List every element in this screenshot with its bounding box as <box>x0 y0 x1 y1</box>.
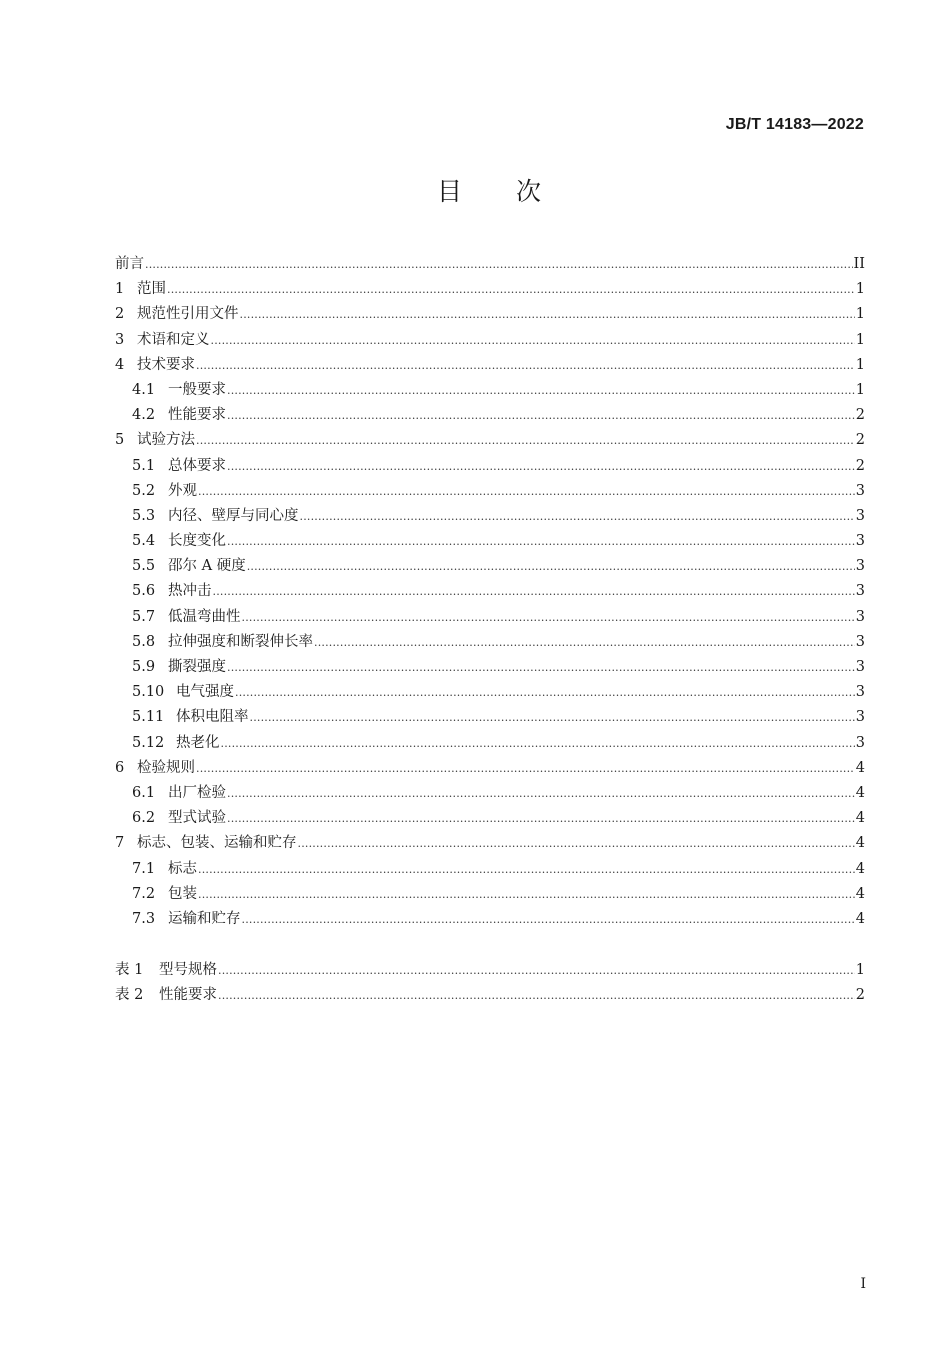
entry-title: 拉伸强度和断裂伸长率 <box>168 633 313 650</box>
entry-page-number: 4 <box>855 784 865 801</box>
dot-leader <box>213 585 855 598</box>
entry-title: 邵尔 A 硬度 <box>168 558 246 575</box>
toc-entry[interactable] <box>115 831 865 856</box>
entry-page-number: 1 <box>855 306 865 323</box>
toc-entry[interactable] <box>115 302 865 327</box>
dot-leader <box>242 611 855 624</box>
entry-title: 型式试验 <box>168 810 226 827</box>
entry-title: 标志 <box>168 860 197 877</box>
title-part-2: 次 <box>516 177 544 206</box>
entry-page-number: 3 <box>855 659 865 675</box>
entry-number: 5.8 <box>132 633 156 650</box>
entry-page-number: 2 <box>855 987 865 1004</box>
entry-number: 5.2 <box>132 482 156 499</box>
toc-entry[interactable] <box>115 655 865 680</box>
entry-page-number: 3 <box>855 608 865 625</box>
dot-leader <box>227 460 855 473</box>
table-of-contents <box>115 252 865 932</box>
standard-code: JB/T 14183—2022 <box>725 116 864 133</box>
entry-page-number: 4 <box>855 860 865 877</box>
dot-leader <box>196 359 855 372</box>
entry-page-number: 2 <box>855 407 865 424</box>
entry-number: 5.10 <box>132 684 165 701</box>
entry-page-number: 1 <box>855 331 865 348</box>
entry-title: 体积电阻率 <box>176 709 249 726</box>
entry-title: 总体要求 <box>168 457 226 474</box>
entry-number: 6.1 <box>132 784 156 801</box>
page-title <box>0 172 950 208</box>
entry-page-number: 4 <box>855 759 865 776</box>
dot-leader <box>314 636 855 649</box>
entry-page-number: 3 <box>855 533 865 550</box>
toc-entry[interactable] <box>115 605 865 630</box>
dot-leader <box>240 308 855 321</box>
entry-title: 范围 <box>137 281 166 298</box>
dot-leader <box>198 863 855 876</box>
entry-page-number: 4 <box>855 835 865 852</box>
entry-page-number: 3 <box>855 482 865 499</box>
toc-entry[interactable] <box>115 428 865 453</box>
list-of-tables <box>115 958 865 1008</box>
toc-entry[interactable] <box>115 479 865 504</box>
entry-title: 包装 <box>168 885 197 902</box>
title-part-1: 目 <box>436 177 464 206</box>
entry-page-number: 1 <box>855 281 865 298</box>
page-number: I <box>860 1276 866 1292</box>
entry-number: 3 <box>115 331 125 348</box>
toc-entry[interactable] <box>115 454 865 479</box>
entry-page-number: 3 <box>855 709 865 726</box>
dot-leader <box>167 283 855 296</box>
entry-number: 2 <box>115 306 125 323</box>
toc-entry[interactable] <box>115 277 865 302</box>
entry-number: 7.1 <box>132 860 156 877</box>
dot-leader <box>242 913 855 926</box>
dot-leader <box>227 661 855 674</box>
entry-page-number: 4 <box>855 910 865 927</box>
entry-title: 前言 <box>115 256 144 272</box>
dot-leader <box>247 560 855 573</box>
toc-entry[interactable] <box>115 504 865 529</box>
toc-entry[interactable] <box>115 857 865 882</box>
entry-title: 低温弯曲性 <box>168 608 241 625</box>
entry-number: 5.9 <box>132 659 156 675</box>
dot-leader <box>227 384 855 397</box>
entry-number: 7.2 <box>132 885 156 902</box>
toc-entry[interactable] <box>115 353 865 378</box>
entry-page-number: 1 <box>855 356 865 373</box>
dot-leader <box>227 409 855 422</box>
entry-page-number: 3 <box>855 507 865 524</box>
dot-leader <box>227 812 855 825</box>
entry-title: 出厂检验 <box>168 784 226 801</box>
dot-leader <box>196 434 855 447</box>
entry-number: 5.5 <box>132 558 156 575</box>
entry-number: 5.3 <box>132 507 156 524</box>
entry-page-number: 4 <box>855 810 865 827</box>
entry-title: 电气强度 <box>176 684 234 701</box>
dot-leader <box>145 258 853 271</box>
toc-entry[interactable] <box>115 705 865 730</box>
toc-entry[interactable] <box>115 579 865 604</box>
toc-entry[interactable] <box>115 378 865 403</box>
entry-number: 5.11 <box>132 709 165 726</box>
entry-number: 5.1 <box>132 457 156 474</box>
entry-number: 6 <box>115 759 125 776</box>
dot-leader <box>198 888 855 901</box>
toc-entry[interactable] <box>115 806 865 831</box>
entry-title: 一般要求 <box>168 381 226 398</box>
toc-entry[interactable] <box>115 907 865 932</box>
entry-number: 4.1 <box>132 381 156 398</box>
entry-number: 5.6 <box>132 583 156 600</box>
dot-leader <box>218 989 855 1002</box>
entry-title: 长度变化 <box>168 533 226 550</box>
toc-entry[interactable] <box>115 756 865 781</box>
table-list-entry[interactable] <box>115 958 865 983</box>
toc-entry[interactable] <box>115 554 865 579</box>
entry-number: 表 1 <box>115 962 144 978</box>
dot-leader <box>227 787 855 800</box>
entry-title: 运输和贮存 <box>168 910 241 927</box>
entry-number: 4.2 <box>132 407 156 424</box>
entry-title: 性能要求 <box>168 407 226 424</box>
toc-entry[interactable] <box>115 630 865 655</box>
toc-entry[interactable] <box>115 252 865 277</box>
entry-number: 4 <box>115 356 125 373</box>
entry-number: 5.7 <box>132 608 156 625</box>
entry-page-number: 3 <box>855 633 865 650</box>
entry-page-number: 2 <box>855 457 865 474</box>
entry-number: 5.4 <box>132 533 156 550</box>
entry-title: 撕裂强度 <box>168 659 226 675</box>
dot-leader <box>235 686 855 699</box>
entry-title: 型号规格 <box>159 962 217 978</box>
dot-leader <box>221 737 855 750</box>
entry-title: 检验规则 <box>137 759 195 776</box>
entry-title: 内径、壁厚与同心度 <box>168 507 299 524</box>
entry-number: 5 <box>115 432 125 449</box>
entry-page-number: 1 <box>855 962 865 978</box>
entry-page-number: 3 <box>855 734 865 751</box>
toc-entry[interactable] <box>115 680 865 705</box>
entry-page-number: 3 <box>855 684 865 701</box>
dot-leader <box>196 762 855 775</box>
entry-page-number: 4 <box>855 885 865 902</box>
entry-title: 性能要求 <box>159 987 217 1004</box>
entry-page-number: 2 <box>855 432 865 449</box>
toc-entry[interactable] <box>115 403 865 428</box>
toc-entry[interactable] <box>115 328 865 353</box>
dot-leader <box>227 535 855 548</box>
toc-entry[interactable] <box>115 781 865 806</box>
entry-page-number: 1 <box>855 381 865 398</box>
entry-number: 1 <box>115 281 125 298</box>
entry-number: 表 2 <box>115 987 144 1004</box>
dot-leader <box>211 334 855 347</box>
entry-title: 热老化 <box>176 734 220 751</box>
entry-title: 标志、包装、运输和贮存 <box>137 835 297 852</box>
toc-entry[interactable] <box>115 882 865 907</box>
entry-title: 热冲击 <box>168 583 212 600</box>
dot-leader <box>218 964 855 977</box>
entry-title: 试验方法 <box>137 432 195 449</box>
toc-entry[interactable] <box>115 529 865 554</box>
entry-number: 6.2 <box>132 810 156 827</box>
entry-page-number: 3 <box>855 583 865 600</box>
entry-page-number: 3 <box>855 558 865 575</box>
entry-number: 7.3 <box>132 910 156 927</box>
dot-leader <box>198 485 855 498</box>
entry-number: 5.12 <box>132 734 165 751</box>
table-list-entry[interactable] <box>115 983 865 1008</box>
entry-title: 外观 <box>168 482 197 499</box>
dot-leader <box>298 837 855 850</box>
entry-title: 规范性引用文件 <box>137 306 239 323</box>
entry-title: 技术要求 <box>137 356 195 373</box>
entry-title: 术语和定义 <box>137 331 210 348</box>
dot-leader <box>250 711 855 724</box>
toc-entry[interactable] <box>115 731 865 756</box>
entry-number: 7 <box>115 835 125 852</box>
entry-page-number: II <box>853 256 865 272</box>
dot-leader <box>300 510 855 523</box>
